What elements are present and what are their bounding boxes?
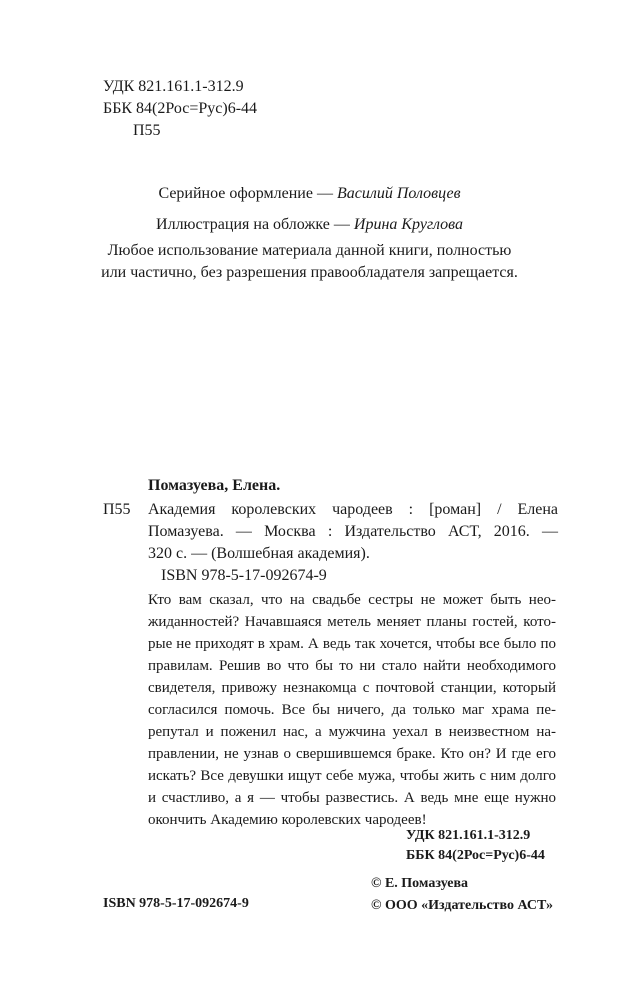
record-description: [148, 499, 558, 565]
footer-isbn: ISBN 978-5-17-092674-9: [103, 896, 249, 911]
classification-codes-bottom: [0, 826, 548, 866]
annotation-line: искать? Все девушки ищут себе мужа, чтобы жить с ним долго: [148, 768, 556, 784]
author-mark: П55: [133, 122, 161, 139]
annotation-line: и счастливо, а я — чтобы развестись. А ведь мне еще нужно: [148, 790, 556, 806]
udk-code: УДК 821.161.1-312.9: [103, 78, 244, 95]
bbk-code: ББК 84(2Рос=Рус)6-44: [103, 100, 258, 117]
classification-codes-top: [103, 76, 257, 142]
record-isbn: ISBN 978-5-17-092674-9: [161, 567, 327, 584]
annotation-line: жиданностей? Начавшаяся метель меняет планы гостей, кото-: [148, 614, 556, 630]
record-author: Помазуева, Елена.: [148, 477, 281, 494]
annotation: [148, 589, 556, 831]
annotation-line: правилам. Решив во что бы то ни стало найти необходимого: [148, 658, 556, 674]
annotation-line: окончить Академию королевских чародеев!: [148, 812, 427, 828]
record-author-mark: П55: [103, 501, 131, 518]
annotation-line: рые не приходят в храм. А ведь так хочется, чтобы все было по: [148, 636, 556, 652]
copyright-notice-line-1: Любое использование материала данной книги, полностью: [107, 242, 512, 259]
bbk-code-bottom: ББК 84(2Рос=Рус)6-44: [406, 848, 545, 863]
record-description-line: Академия королевских чародеев : [роман] / Елена: [148, 501, 558, 518]
record-description-line: Помазуева. — Москва : Издательство АСТ, 2016. —: [148, 523, 558, 540]
annotation-line: Кто вам сказал, что на свадьбе сестры не может быть нео-: [148, 592, 556, 608]
copyright-author: © Е. Помазуева: [371, 876, 469, 891]
annotation-line: согласился помочь. Все бы ничего, да только маг храма пе-: [148, 702, 556, 718]
annotation-line: правлении, не узнав о свершившемся браке. Кто он? И где его: [148, 746, 556, 762]
series-designer-name: Василий Половцев: [336, 185, 461, 202]
annotation-line: свидетеля, привожу незнакомца с почтовой станции, который: [148, 680, 556, 696]
copyright-publisher: © ООО «Издательство АСТ»: [371, 898, 554, 913]
udk-code-bottom: УДК 821.161.1-312.9: [406, 828, 531, 843]
cover-illustration-label: Иллюстрация на обложке —: [156, 216, 354, 233]
annotation-line: репутал и поженил нас, а мужчина уехал в неизвестном на-: [148, 724, 556, 740]
series-design-label: Серийное оформление —: [158, 185, 337, 202]
cover-illustration-credit: [0, 214, 619, 236]
record-description-line: 320 с. — (Волшебная академия).: [148, 545, 370, 562]
copyright-block: [371, 873, 553, 917]
copyright-notice-line-2: или частично, без разрешения правообладателя запрещается.: [101, 264, 518, 281]
series-design-credit: [0, 183, 619, 205]
cover-illustrator-name: Ирина Круглова: [353, 216, 463, 233]
